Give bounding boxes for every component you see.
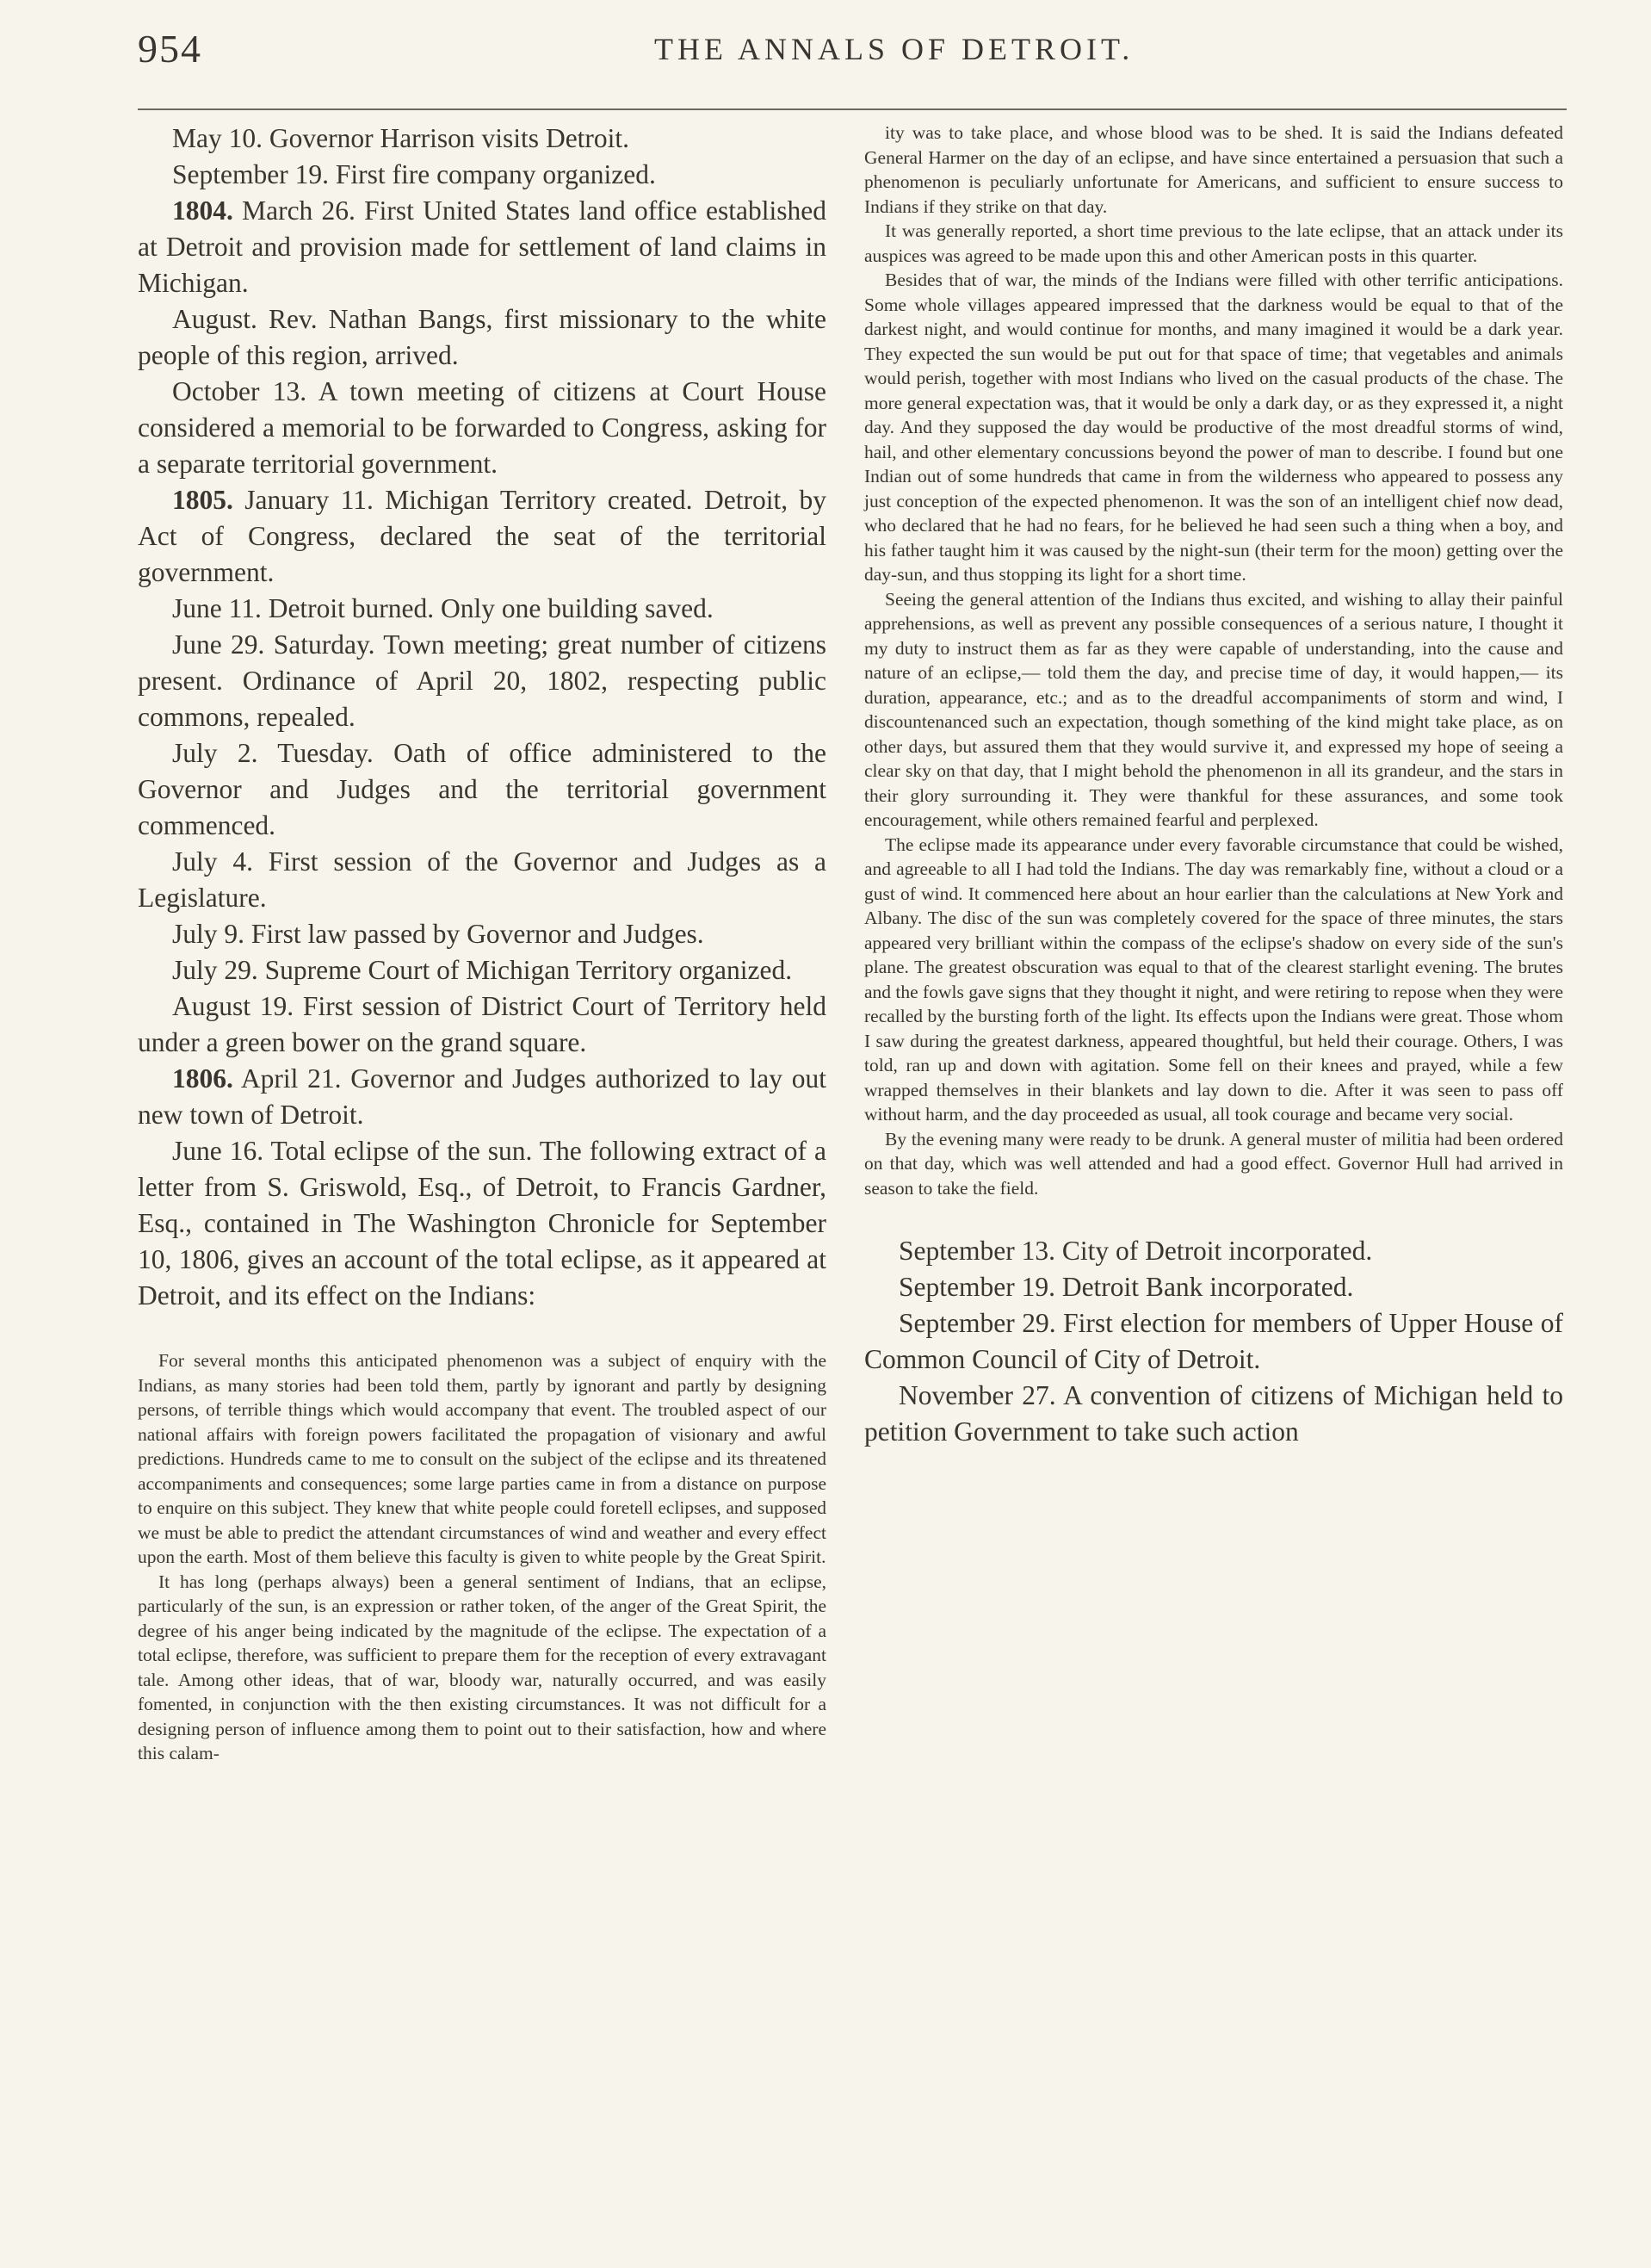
annal-entry <box>864 1305 1563 1378</box>
entry-year: 1805. <box>172 485 233 515</box>
entry-text: June 11. Detroit burned. Only one building saved. <box>172 593 714 623</box>
annal-entry <box>864 1378 1563 1450</box>
annal-entry <box>138 374 826 482</box>
annal-entry <box>138 157 826 193</box>
annal-entry <box>138 121 826 157</box>
annal-entry <box>138 1061 826 1133</box>
entry-text: March 26. First United States land office established at Detroit and provision made for settlement of land claims in Michigan. <box>138 195 826 298</box>
entry-text: April 21. Governor and Judges authorized to lay out new town of Detroit. <box>138 1063 826 1130</box>
entry-text: June 29. Saturday. Town meeting; great number of citizens present. Ordinance of April 20, 1802, respecting public commons, repealed. <box>138 629 826 732</box>
entry-text: June 16. Total eclipse of the sun. The following extract of a letter from S. Griswold, Esq., of Detroit, to Francis Gardner, Esq., contained in The Washington Chronicle for September 10, 1806, gives an account of the total eclipse, as it appeared at Detroit, and its effect on the Indians: <box>138 1136 826 1311</box>
letter-paragraph: It was generally reported, a short time previous to the late eclipse, that an attack under its auspices was agreed to be made upon this and other American posts in this quarter. <box>864 220 1563 266</box>
entry-text: January 11. Michigan Territory created. Detroit, by Act of Congress, declared the seat of the territorial government. <box>138 485 826 587</box>
entry-year: 1804. <box>172 195 233 226</box>
left-annal-entries <box>138 121 826 1314</box>
letter-paragraph: ity was to take place, and whose blood was to be shed. It is said the Indians defeated General Harmer on the day of an eclipse, and have since entertained a persuasion that such a phenomenon is peculiarly unfortunate for Americans, and sufficient to ensure success to Indians if they strike on that day. <box>864 122 1563 217</box>
letter-paragraph: By the evening many were ready to be drunk. A general muster of militia had been ordered on that day, which was well attended and had a good effect. Governor Hull had arrived in season to take the field. <box>864 1128 1563 1199</box>
annal-entry <box>138 301 826 374</box>
entry-year: 1806. <box>172 1063 233 1094</box>
entry-text: October 13. A town meeting of citizens at Court House considered a memorial to be forwarded to Congress, asking for a separate territorial government. <box>138 376 826 479</box>
letter-paragraph: The eclipse made its appearance under every favorable circumstance that could be wished, and agreeable to all I had told the Indians. The day was remarkably fine, without a cloud or a gust of wind. It commenced here about an hour earlier than the calculations at New York and Albany. The disc of the sun was completely covered for the space of three minutes, the stars appeared very brilliant within the compass of the eclipse's shadow on every side of the sun's plane. The greatest obscuration was equal to that of the clearest starlight evening. The brutes and the fowls gave signs that they thought it night, and were retiring to repose when they were recalled by the bursting forth of the light. Its effects upon the Indians were great. Those whom I saw during the greatest darkness, appeared thoughtful, but held their courage. Others, I was told, ran up and down with agitation. Some fell on their knees and prayed, while a few wrapped themselves in their blankets and lay down to die. After it was seen to pass off without harm, and the day proceeded as usual, all took courage and became very social. <box>864 833 1564 1125</box>
annal-entry <box>138 735 826 844</box>
entry-text: July 4. First session of the Governor and Judges as a Legislature. <box>138 846 826 913</box>
entry-text: July 9. First law passed by Governor and Judges. <box>172 919 704 949</box>
entry-text: July 29. Supreme Court of Michigan Territory organized. <box>172 955 793 985</box>
right-column <box>864 121 1563 1450</box>
letter-paragraph: Seeing the general attention of the Indians thus excited, and wishing to allay their painful apprehensions, as well as prevent any possible consequences of a serious nature, I thought it my duty to instruct them as far as they were capable of understanding, into the cause and nature of an eclipse,— told them the day, and precise time of day, it would happen,— its duration, appearance, etc.; and as to the dreadful accompaniments of storm and wind, I discountenanced such an expectation, though something of the kind might take place, as on other days, but assured them that they would survive it, and expressed my hope of seeing a clear sky on that day, that I might behold the phenomenon in all its grandeur, and the stars in their glory surrounding it. They were thankful for these assurances, and some took encouragement, while others remained fearful and perplexed. <box>864 588 1563 830</box>
annal-entry <box>138 193 826 301</box>
annal-entry <box>138 627 826 735</box>
entry-text: September 13. City of Detroit incorporated. <box>899 1236 1373 1266</box>
entry-text: July 2. Tuesday. Oath of office administered to the Governor and Judges and the territorial government commenced. <box>138 738 826 840</box>
letter-paragraph: For several months this anticipated phenomenon was a subject of enquiry with the Indians, as many stories had been told them, partly by ignorant and partly by designing persons, of terrible things which would accompany that event. The troubled aspect of our national affairs with foreign powers facilitated the propagation of visionary and awful predictions. Hundreds came to me to consult on the subject of the eclipse and its threatened accompaniments and consequences; some large parties came in from a distance on purpose to enquire on this subject. They knew that white people could foretell eclipses, and supposed we must be able to predict the attendant circumstances of wind and weather and every effect upon the earth. Most of them believe this faculty is given to white people by the Great Spirit. <box>138 1350 826 1567</box>
annal-entry <box>138 916 826 952</box>
letter-paragraph: It has long (perhaps always) been a general sentiment of Indians, that an eclipse, particularly of the sun, is an expression or rather token, of the anger of the Great Spirit, the degree of his anger being indicated by the magnitude of the eclipse. The expectation of a total eclipse, therefore, was sufficient to prepare them for the reception of every extravagant tale. Among other ideas, that of war, bloody war, naturally occurred, and was easily fomented, in conjunction with the then existing circumstances. It was not difficult for a designing person of influence among them to point out to their satisfaction, how and where this calam- <box>138 1571 826 1763</box>
page-number: 954 <box>138 27 202 71</box>
page-header <box>138 26 1567 77</box>
annal-entry <box>138 482 826 591</box>
left-letter-extract <box>138 1348 826 1766</box>
annal-entry <box>138 952 826 988</box>
right-letter-extract <box>864 121 1563 1200</box>
entry-text: September 19. Detroit Bank incorporated. <box>899 1272 1354 1302</box>
letter-paragraph: Besides that of war, the minds of the Indians were filled with other terrific anticipations. Some whole villages appeared impressed that the darkness would be equal to that of the darkest night, and would continue for months, and many imagined it would be a dark year. They expected the sun would be put out for that space of time; that vegetables and animals would perish, together with most Indians who lived on the casual products of the chase. The more general expectation was, that it would be only a dark day, or as they expressed it, a night day. And they supposed the day would be productive of the most dreadful storms of wind, hail, and other elementary concussions beyond the power of man to describe. I found but one Indian out of some hundreds that came in from the wilderness who appeared to possess any just conception of the expected phenomenon. It was the son of an intelligent chief now dead, who declared that he had no fears, for he believed he had seen such a thing when a boy, and his father taught him it was caused by the night-sun (their term for the moon) getting over the day-sun, and thus stopping its light for a short time. <box>864 270 1563 585</box>
annal-entry <box>138 591 826 627</box>
right-annal-entries <box>864 1233 1563 1450</box>
entry-text: May 10. Governor Harrison visits Detroit. <box>172 123 630 153</box>
entry-text: September 29. First election for members of Upper House of Common Council of City of Detroit. <box>864 1308 1563 1374</box>
header-rule <box>138 108 1567 110</box>
annal-entry <box>138 1133 826 1314</box>
entry-text: September 19. First fire company organized. <box>172 159 656 189</box>
entry-text: November 27. A convention of citizens of Michigan held to petition Government to take such action <box>864 1380 1563 1447</box>
running-title: THE ANNALS OF DETROIT. <box>654 32 1135 66</box>
annal-entry <box>138 844 826 916</box>
left-column <box>138 121 826 1766</box>
annal-entry <box>864 1269 1563 1305</box>
annal-entry <box>864 1233 1563 1269</box>
entry-text: August 19. First session of District Court of Territory held under a green bower on the grand square. <box>138 991 826 1057</box>
entry-text: August. Rev. Nathan Bangs, first missionary to the white people of this region, arrived. <box>138 304 826 370</box>
annal-entry <box>138 988 826 1061</box>
